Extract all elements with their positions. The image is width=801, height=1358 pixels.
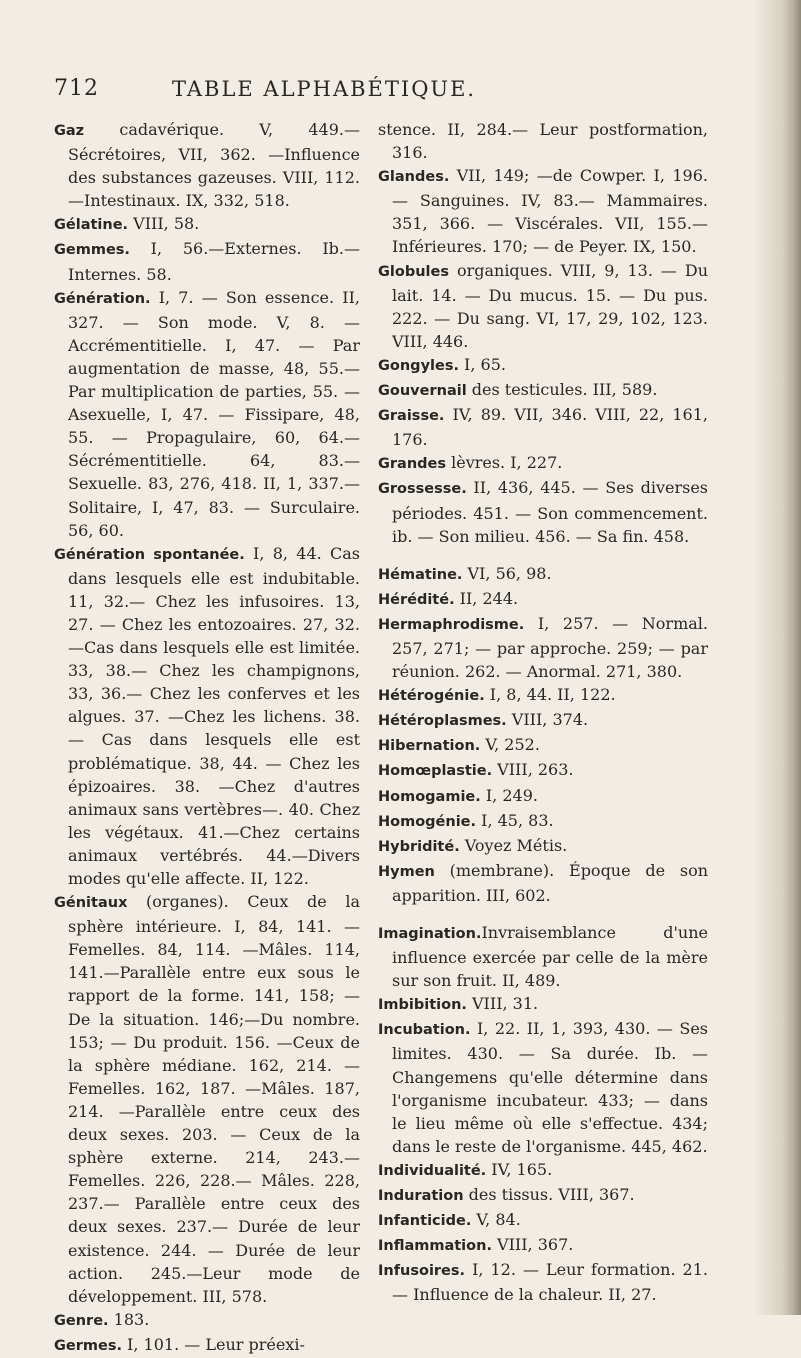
index-entry	[378, 859, 708, 907]
index-term: Individualité.	[378, 1162, 487, 1179]
index-entry	[378, 118, 708, 164]
index-references: IV, 165.	[486, 1159, 553, 1179]
index-references: VIII, 263.	[492, 760, 574, 780]
index-references: VIII, 31.	[466, 994, 539, 1014]
index-references: (organes). Ceux de la sphère intérieure. I, 84, 141. — Femelles. 84, 114. —Mâles. 114, 141.—Parallèle entre eux sous le rapport de la forme. 141, 158; — De la situation. 146;—Du nombre. 153; — Du produit. 156. —Ceux de la sphère médiane. 162, 214. — Femelles. 162, 187. —Mâles. 187, 214. —Parallèle entre ceux des deux sexes. 203. — Ceux de la sphère externe. 214, 243.— Femelles. 226, 228.— Mâles. 228, 237.— Parallèle entre ceux des deux sexes. 237.— Durée de leur existence. 244. — Durée de leur action. 245.—Leur mode de développement. III, 578.	[68, 892, 360, 1306]
index-term: Incubation.	[378, 1022, 471, 1039]
index-references: I, 7. — Son essence. II, 327. — Son mode. V, 8. — Accrémentitielle. I, 47. — Par augmentation de masse, 48, 55.—Par multiplication de parties, 55. — Asexuelle, I, 47. — Fissipare, 48, 55. — Propagulaire, 60, 64.—Sécrémentitielle. 64, 83.— Sexuelle. 83, 276, 418. II, 1, 337.—Solitaire, I, 47, 83. — Surculaire. 56, 60.	[68, 287, 360, 540]
index-references: I, 249.	[480, 785, 538, 805]
index-entry	[54, 1308, 360, 1333]
index-term: Homogamie.	[378, 788, 481, 805]
index-references: IV, 89. VII, 346. VIII, 22, 161, 176.	[392, 405, 708, 450]
index-entry	[378, 1017, 708, 1158]
running-title: TABLE ALPHABÉTIQUE.	[172, 77, 477, 101]
index-references: I, 56.—Externes. Ib.—Internes. 58.	[68, 239, 360, 284]
index-term: Inflammation.	[378, 1238, 492, 1255]
index-term: Gaz	[54, 123, 85, 139]
index-term: Génération.	[54, 290, 151, 307]
index-entry	[378, 733, 708, 758]
index-references: VI, 56, 98.	[462, 563, 552, 583]
index-column-left	[54, 118, 360, 1358]
index-entry	[54, 286, 360, 542]
index-term: Hétérogénie.	[378, 688, 485, 705]
index-entry	[378, 259, 708, 353]
index-entry	[378, 164, 708, 258]
index-entry	[378, 403, 708, 451]
index-references: lèvres. I, 227.	[446, 453, 563, 473]
index-entry	[378, 353, 708, 378]
index-references: des tissus. VIII, 367.	[463, 1185, 635, 1205]
index-term: Gemmes.	[54, 242, 130, 259]
index-references: organiques. VIII, 9, 13. — Du lait. 14. — Du mucus. 15. — Du pus. 222. — Du sang. VI, 17, 29, 102, 123. VIII, 446.	[392, 260, 708, 351]
index-term: Infanticide.	[378, 1213, 472, 1230]
index-references: cadavérique. V, 449.—Sécrétoires, VII, 362. —Influence des substances gazeuses. VIII, 112. —Intestinaux. IX, 332, 518.	[68, 120, 360, 211]
index-references: V, 252.	[480, 735, 540, 755]
index-term: Homœplastie.	[378, 763, 493, 780]
index-entry	[378, 834, 708, 859]
index-references: VIII, 374.	[506, 710, 589, 730]
index-references: (membrane). Époque de son apparition. III, 602.	[392, 860, 708, 905]
index-references: I, 8, 44. II, 122.	[484, 685, 616, 705]
index-entry	[378, 809, 708, 834]
index-column-right	[378, 118, 708, 1307]
index-references: VIII, 367.	[491, 1235, 574, 1255]
index-term: Homogénie.	[378, 813, 477, 830]
index-entry	[378, 562, 708, 587]
index-references: I, 22. II, 1, 393, 430. — Ses limites. 430. — Sa durée. Ib. — Changemens qu'elle détermine dans l'organisme incubateur. 433; — dans le lieu même où elle s'effectue. 434; dans le reste de l'organisme. 445, 462.	[392, 1019, 708, 1156]
index-entry	[378, 1233, 708, 1258]
index-entry	[378, 476, 708, 547]
index-references: II, 244.	[454, 588, 519, 608]
index-references: V, 84.	[471, 1210, 521, 1230]
index-term: Globules	[378, 263, 449, 280]
index-term: Infusoires.	[378, 1263, 466, 1280]
index-references: I, 257. — Normal. 257, 271; — par approche. 259; — par réunion. 262. — Anormal. 271, 380.	[392, 613, 708, 682]
index-references: II, 436, 445. — Ses diverses périodes. 451. — Son commencement. ib. — Son milieu. 456. — Sa fin. 458.	[392, 478, 708, 546]
index-entry	[378, 1183, 708, 1208]
index-entry	[54, 237, 360, 285]
index-entry	[378, 708, 708, 733]
index-term: Hibernation.	[378, 738, 481, 755]
index-references: Invraisemblance d'une influence exercée par celle de la mère sur son fruit. II, 489.	[392, 923, 708, 991]
index-term: Grossesse.	[378, 481, 467, 498]
index-entry	[378, 378, 708, 403]
index-entry	[378, 683, 708, 708]
index-entry	[378, 612, 708, 683]
index-references: VII, 149; —de Cowper. I, 196. — Sanguines. IV, 83.— Mammaires. 351, 366. — Viscérales. VII, 155.—Inférieures. 170; — de Peyer. IX, 150.	[392, 166, 708, 257]
index-references: I, 12. — Leur formation. 21. — Influence de la chaleur. II, 27.	[392, 1260, 708, 1305]
index-term: Graisse.	[378, 408, 445, 425]
index-term: Glandes.	[378, 169, 450, 186]
index-term: Hybridité.	[378, 838, 460, 855]
index-term: Gouvernail	[378, 383, 467, 400]
index-term: Hérédité.	[378, 591, 455, 608]
index-term: Grandes	[378, 456, 447, 473]
index-term: Hymen	[378, 863, 435, 880]
index-references: des testicules. III, 589.	[466, 380, 658, 400]
index-term: Germes.	[54, 1337, 122, 1354]
index-entry	[378, 921, 708, 992]
index-term: Imbibition.	[378, 997, 467, 1014]
index-entry	[54, 542, 360, 890]
index-entry	[378, 758, 708, 783]
index-entry	[378, 784, 708, 809]
index-entry	[378, 587, 708, 612]
index-term: Induration	[378, 1188, 464, 1205]
index-entry	[54, 212, 360, 237]
page-gutter-edge	[767, 0, 801, 1315]
index-references: I, 101. — Leur préexi-	[121, 1334, 305, 1354]
page-header	[54, 76, 714, 106]
index-entry	[378, 1208, 708, 1233]
index-references: I, 45, 83.	[476, 810, 554, 830]
index-term: Hermaphrodisme.	[378, 616, 525, 633]
index-references: stence. II, 284.— Leur postformation, 316.	[378, 120, 708, 163]
index-entry	[378, 1258, 708, 1306]
index-entry	[54, 1333, 360, 1358]
index-references: 183.	[108, 1309, 150, 1329]
index-entry	[54, 118, 360, 212]
index-term: Genre.	[54, 1312, 109, 1329]
index-references: Voyez Métis.	[459, 835, 568, 855]
index-term: Génitaux	[54, 895, 128, 912]
index-term: Hématine.	[378, 566, 463, 583]
index-references: I, 65.	[458, 354, 506, 374]
index-term: Gongyles.	[378, 357, 459, 374]
index-term: Génération spontanée.	[54, 546, 245, 563]
index-entry	[378, 992, 708, 1017]
index-entry	[378, 451, 708, 476]
index-term: Imagination.	[378, 926, 482, 942]
index-entry	[378, 1158, 708, 1183]
index-term: Hétéroplasmes.	[378, 713, 507, 730]
index-entry	[54, 890, 360, 1308]
index-references: VIII, 58.	[128, 214, 200, 234]
index-term: Gélatine.	[54, 217, 129, 234]
index-references: I, 8, 44. Cas dans lesquels elle est indubitable. 11, 32.— Chez les infusoires. 13, 27. — Chez les entozoaires. 27, 32. —Cas dans lesquels elle est limitée. 33, 38.— Chez les champignons, 33, 36.— Chez les conferves et les algues. 37. —Chez les lichens. 38.— Cas dans lesquels elle est problématique. 38, 44. — Chez les épizoaires. 38. —Chez d'autres animaux sans vertèbres—. 40. Chez les végétaux. 41.—Chez certains animaux vertébrés. 44.—Divers modes qu'elle affecte. II, 122.	[68, 543, 361, 888]
page-number: 712	[54, 76, 99, 101]
gutter-shadow	[753, 0, 767, 1315]
